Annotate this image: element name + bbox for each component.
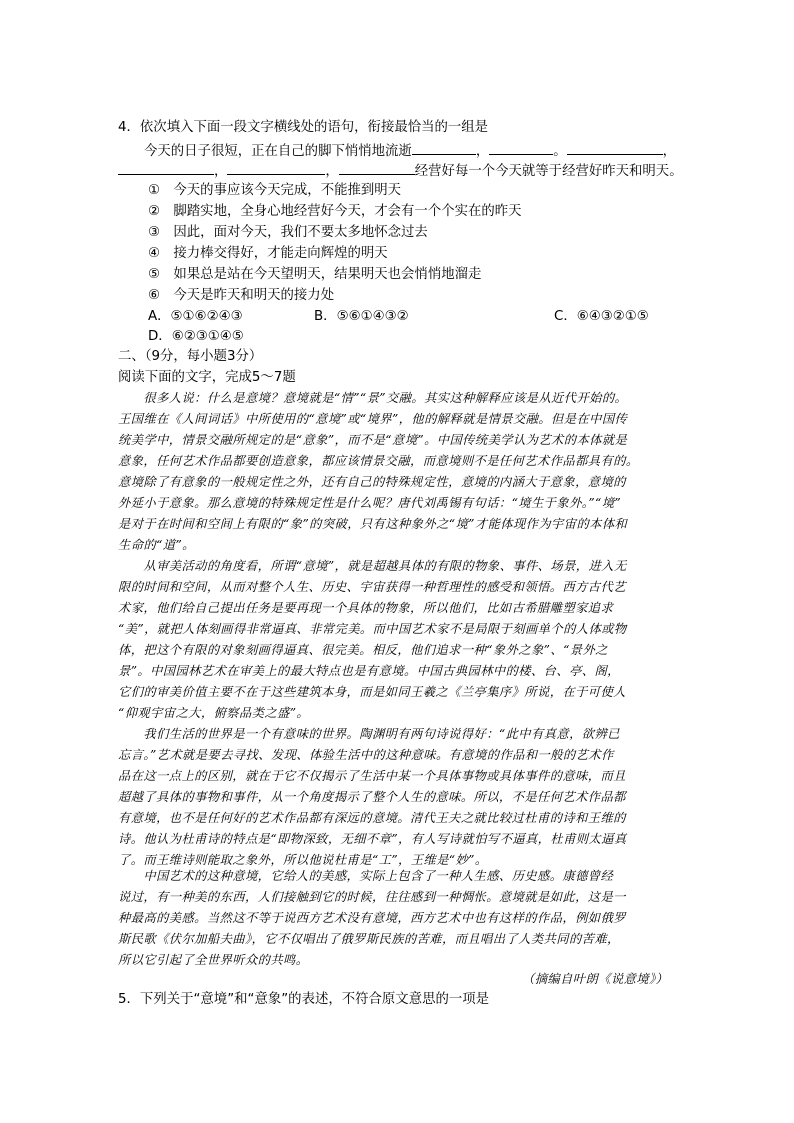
passage-line: 景”。中国园林艺术在审美上的最大特点也是有意境。中国古典园林中的楼、台、亭、阁， bbox=[118, 664, 620, 678]
passage-line: 外延小于意象。那么意境的特殊规定性是什么呢？唐代刘禹锡有句话：“境生于象外。”“境” bbox=[118, 496, 622, 510]
passage-line: 说过，有一种美的东西，人们接触到它的时候，往往感到一种惆怅。意境就是如此，这是一 bbox=[118, 890, 626, 904]
q4-option-4: ④ 接力棒交得好，才能走向辉煌的明天 bbox=[148, 246, 388, 261]
passage-line: 忘言。”艺术就是要去寻找、发现、体验生活中的这种意味。有意境的作品和一般的艺术作 bbox=[118, 748, 614, 762]
q4-blank-1 bbox=[412, 140, 476, 155]
q4-blank-2 bbox=[489, 140, 553, 155]
passage-line: 生命的“道”。 bbox=[118, 538, 195, 552]
q5-stem: 5．下列关于“意境”和“意象”的表述，不符合原文意思的一项是 bbox=[118, 992, 490, 1007]
passage-line: 种最高的美感。当然这不等于说西方艺术没有意境，西方艺术中也有这样的作品，例如俄罗 bbox=[118, 911, 626, 925]
passage-line: 中国艺术的这种意境，它给人的美感，实际上包含了一种人生感、历史感。康德曾经 bbox=[118, 869, 614, 883]
passage-line: 术家，他们给自己提出任务是要再现一个具体的物象，所以他们，比如古希腊雕塑家追求 bbox=[118, 601, 614, 615]
passage-line: 意境除了有意象的一般规定性之外，还有自己的特殊规定性，意境的内涵大于意象，意境的 bbox=[118, 475, 626, 489]
q4-blank-6 bbox=[339, 160, 415, 175]
passage-source: （摘编自叶朗《说意境》） bbox=[522, 972, 669, 986]
passage-line: 统美学中，情景交融所规定的是“意象”，而不是“意境”。中国传统美学认为艺术的本体就是 bbox=[118, 433, 628, 447]
passage-line: 是对于在时间和空间上有限的“象”的突破，只有这种象外之“境”才能体现作为宇宙的本体和 bbox=[118, 517, 628, 531]
q4-choice-c: C．⑥④③②①⑤ bbox=[554, 309, 649, 324]
passage-line: 从审美活动的角度看，所谓“意境”，就是超越具体的有限的物象、事件、场景，进入无 bbox=[118, 559, 627, 573]
q4-sep1: ， bbox=[475, 144, 490, 159]
section2-instruction: 阅读下面的文字，完成5～7题 bbox=[118, 370, 296, 385]
passage-line: 王国维在《人间词话》中所使用的“意境”或“境界”，他的解释就是情景交融。但是在中国传 bbox=[118, 412, 628, 426]
q4-choice-b: B．⑤⑥①④③② bbox=[314, 309, 409, 324]
q4-option-2: ② 脚踏实地，全身心地经营好今天，才会有一个个实在的昨天 bbox=[148, 204, 522, 219]
q4-sep2: 。 bbox=[553, 144, 567, 159]
passage-line: 我们生活的世界是一个有意味的世界。陶渊明有两句诗说得好：“此中有真意，欲辨已 bbox=[118, 727, 620, 741]
passage-line: 很多人说：什么是意境？意境就是“情”“景”交融。其实这种解释应该是从近代开始的。 bbox=[118, 391, 628, 405]
passage-line: 超越了具体的事物和事件，从一个角度揭示了整个人生的意味。所以，不是任何艺术作品都 bbox=[118, 790, 626, 804]
q4-sep3: ， bbox=[662, 144, 676, 159]
passage-line: 了。而王维诗则能取之象外，所以他说杜甫是“工”，王维是“妙”。 bbox=[118, 853, 488, 867]
q4-choice-a: A．⑤①⑥②④③ bbox=[148, 309, 243, 324]
q4-option-3: ③ 因此，面对今天，我们不要太多地怀念过去 bbox=[148, 225, 428, 240]
q4-sep4: ， bbox=[214, 164, 228, 179]
q4-blank-4 bbox=[118, 160, 214, 175]
q4-choice-d: D．⑥②③①④⑤ bbox=[148, 329, 244, 344]
q4-option-5: ⑤ 如果总是站在今天望明天，结果明天也会悄悄地溜走 bbox=[148, 267, 482, 282]
q4-blank-5 bbox=[227, 160, 325, 175]
q4-blank-3 bbox=[567, 140, 663, 155]
q4-option-1: ① 今天的事应该今天完成，不能推到明天 bbox=[148, 183, 402, 198]
passage-line: 它们的审美价值主要不在于这些建筑本身，而是如同王羲之《兰亭集序》所说，在于可使人 bbox=[118, 685, 626, 699]
passage-line: “仰观宇宙之大，俯察品类之盛”。 bbox=[118, 706, 310, 720]
q4-option-6: ⑥ 今天是昨天和明天的接力处 bbox=[148, 288, 335, 303]
passage-line: 斯民歌《伏尔加船夫曲》，它不仅唱出了俄罗斯民族的苦难，而且唱出了人类共同的苦难， bbox=[118, 932, 620, 946]
q4-sentence-line1 bbox=[144, 140, 676, 162]
passage-line: 意象，任何艺术作品都要创造意象，都应该情景交融，而意境则不是任何艺术作品都具有的。 bbox=[118, 454, 639, 468]
passage-line: “美”，就把人体刻画得非常逼真、非常完美。而中国艺术家不是局限于刻画单个的人体或物 bbox=[118, 622, 627, 636]
passage-line: 限的时间和空间，从而对整个人生、历史、宇宙获得一种哲理性的感受和领悟。西方古代艺 bbox=[118, 580, 626, 594]
passage-line: 有意境，也不是任何好的艺术作品都有深远的意境。清代王夫之就比较过杜甫的诗和王维的 bbox=[118, 811, 626, 825]
q4-sentence-end: 经营好每一个今天就等于经营好昨天和明天。 bbox=[414, 164, 683, 179]
passage-line: 体，把这个有限的对象刻画得逼真、很完美。相反，他们追求一种“象外之象”、“景外之 bbox=[118, 643, 608, 657]
q4-sentence-line2 bbox=[118, 160, 683, 182]
q4-sep5: ， bbox=[325, 164, 339, 179]
section2-heading: 二、（9分，每小题3分） bbox=[118, 349, 263, 364]
passage-line: 所以它引起了全世界听众的共鸣。 bbox=[118, 953, 309, 967]
passage-line: 诗。他认为杜甫诗的特点是“即物深致，无细不章”，有人写诗就怕写不逼真，杜甫则太逼真 bbox=[118, 832, 627, 846]
passage-line: 品在这一点上的区别，就在于它不仅揭示了生活中某一个具体事物或具体事件的意味，而且 bbox=[118, 769, 626, 783]
q4-stem: 4．依次填入下面一段文字横线处的语句，衔接最恰当的一组是 bbox=[118, 120, 489, 135]
q4-sentence-start: 今天的日子很短，正在自己的脚下悄悄地流逝 bbox=[144, 144, 412, 159]
